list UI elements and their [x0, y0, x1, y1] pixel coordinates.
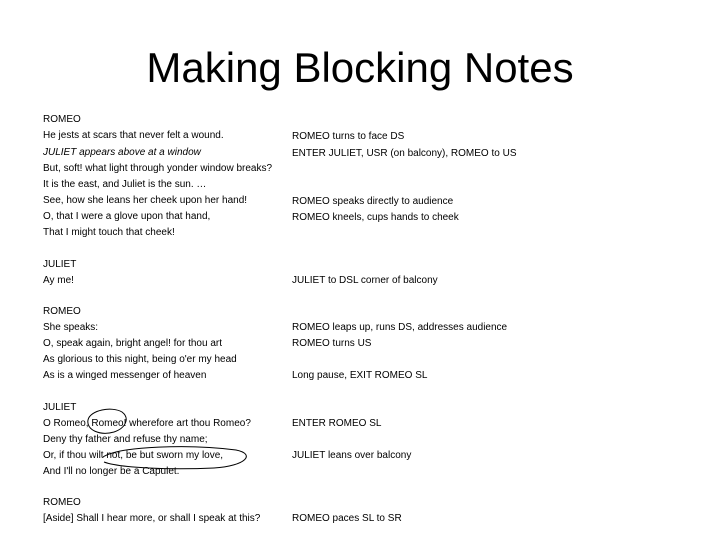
- blocking-note: ROMEO kneels, cups hands to cheek: [292, 212, 459, 223]
- blocking-note: JULIET to DSL corner of balcony: [292, 275, 438, 286]
- blocking-note: ROMEO turns US: [292, 338, 372, 349]
- script-line: He jests at scars that never felt a wound.: [43, 130, 224, 141]
- script-line: Ay me!: [43, 275, 74, 286]
- blocking-note: ROMEO turns to face DS: [292, 131, 405, 142]
- speaker-name: ROMEO: [43, 497, 81, 508]
- blocking-note: ENTER ROMEO SL: [292, 418, 382, 429]
- speaker-name: ROMEO: [43, 114, 81, 125]
- script-line: O, speak again, bright angel! for thou art: [43, 338, 222, 349]
- script-line: Deny thy father and refuse thy name;: [43, 434, 208, 445]
- script-line: And I'll no longer be a Capulet.: [43, 466, 180, 477]
- script-line: Or, if thou wilt not, be but sworn my love,: [43, 450, 224, 461]
- speaker-name: ROMEO: [43, 306, 81, 317]
- script-line: As is a winged messenger of heaven: [43, 370, 207, 381]
- blocking-note: ROMEO speaks directly to audience: [292, 196, 454, 207]
- script-line: But, soft! what light through yonder window breaks?: [43, 163, 273, 174]
- script-line: That I might touch that cheek!: [43, 227, 175, 238]
- script-line: See, how she leans her cheek upon her hand!: [43, 195, 248, 206]
- script-line: It is the east, and Juliet is the sun. …: [43, 179, 207, 190]
- speaker-name: JULIET: [43, 402, 77, 413]
- script-line: O Romeo, Romeo! wherefore art thou Romeo?: [43, 418, 251, 429]
- blocking-note: ROMEO leaps up, runs DS, addresses audience: [292, 322, 508, 333]
- script-line: O, that I were a glove upon that hand,: [43, 211, 211, 222]
- blocking-note: Long pause, EXIT ROMEO SL: [292, 370, 428, 381]
- blocking-note: ROMEO paces SL to SR: [292, 513, 402, 524]
- slide-title: Making Blocking Notes: [146, 44, 574, 91]
- script-line: As glorious to this night, being o'er my head: [43, 354, 237, 365]
- blocking-note: ENTER JULIET, USR (on balcony), ROMEO to US: [292, 148, 517, 159]
- script-line: She speaks:: [43, 322, 99, 333]
- stage-direction: JULIET appears above at a window: [43, 147, 201, 158]
- speaker-name: JULIET: [43, 259, 77, 270]
- script-line: [Aside] Shall I hear more, or shall I speak at this?: [43, 513, 261, 524]
- blocking-note: JULIET leans over balcony: [292, 450, 412, 461]
